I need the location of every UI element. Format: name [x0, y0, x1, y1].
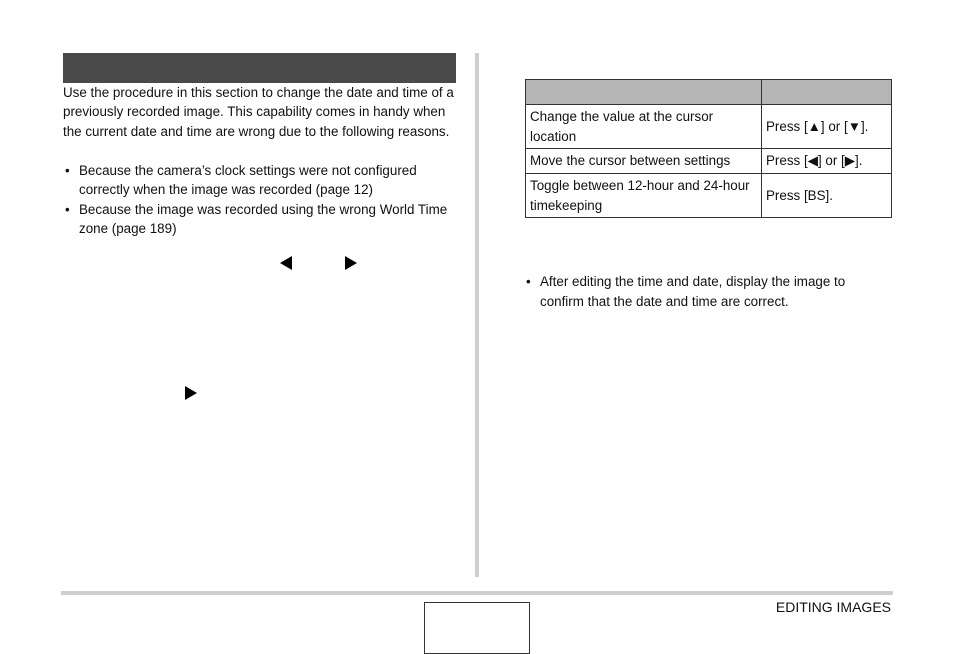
column-divider [475, 53, 479, 577]
table-cell-action: Change the value at the cursor location [526, 105, 762, 149]
reason-list [63, 161, 463, 239]
table-row [526, 105, 892, 149]
right-arrow-icon [185, 386, 197, 400]
note-text: After editing the time and date, display the image to confirm that the date and time are correct. [540, 274, 846, 309]
left-arrow-icon [280, 256, 292, 270]
list-item-text: Because the camera’s clock settings were not configured correctly when the image was recorded (page 12) [79, 163, 417, 198]
intro-paragraph: Use the procedure in this section to change the date and time of a previously recorded image. This capability comes in handy when the current date and time are wrong due to the following reasons. [63, 85, 454, 139]
table-cell-operation: Press [▲] or [▼]. [762, 105, 892, 149]
table-row [526, 174, 892, 218]
table-header-cell [762, 80, 892, 105]
table-cell-action: Toggle between 12-hour and 24-hour timekeeping [526, 174, 762, 218]
table-cell-operation: Press [BS]. [762, 174, 892, 218]
bullet-icon: • [65, 201, 70, 217]
bullet-icon: • [526, 274, 531, 289]
right-arrow-icon [345, 256, 357, 270]
list-item [524, 272, 884, 312]
table-cell-action: Move the cursor between settings [526, 149, 762, 174]
section-name: EDITING IMAGES [775, 599, 891, 615]
table-header-row [526, 80, 892, 105]
footer-rule [61, 591, 893, 595]
operations-table [525, 79, 892, 218]
section-header-bar [63, 53, 456, 83]
table-header-cell [526, 80, 762, 105]
table-cell-operation: Press [◀] or [▶]. [762, 149, 892, 174]
list-item-text: Because the image was recorded using the wrong World Time zone (page 189) [79, 201, 448, 237]
table-row [526, 149, 892, 174]
note-list [524, 272, 884, 312]
list-item [63, 161, 463, 200]
bullet-icon: • [65, 163, 70, 178]
list-item [63, 200, 463, 239]
page-number-box [424, 602, 530, 654]
